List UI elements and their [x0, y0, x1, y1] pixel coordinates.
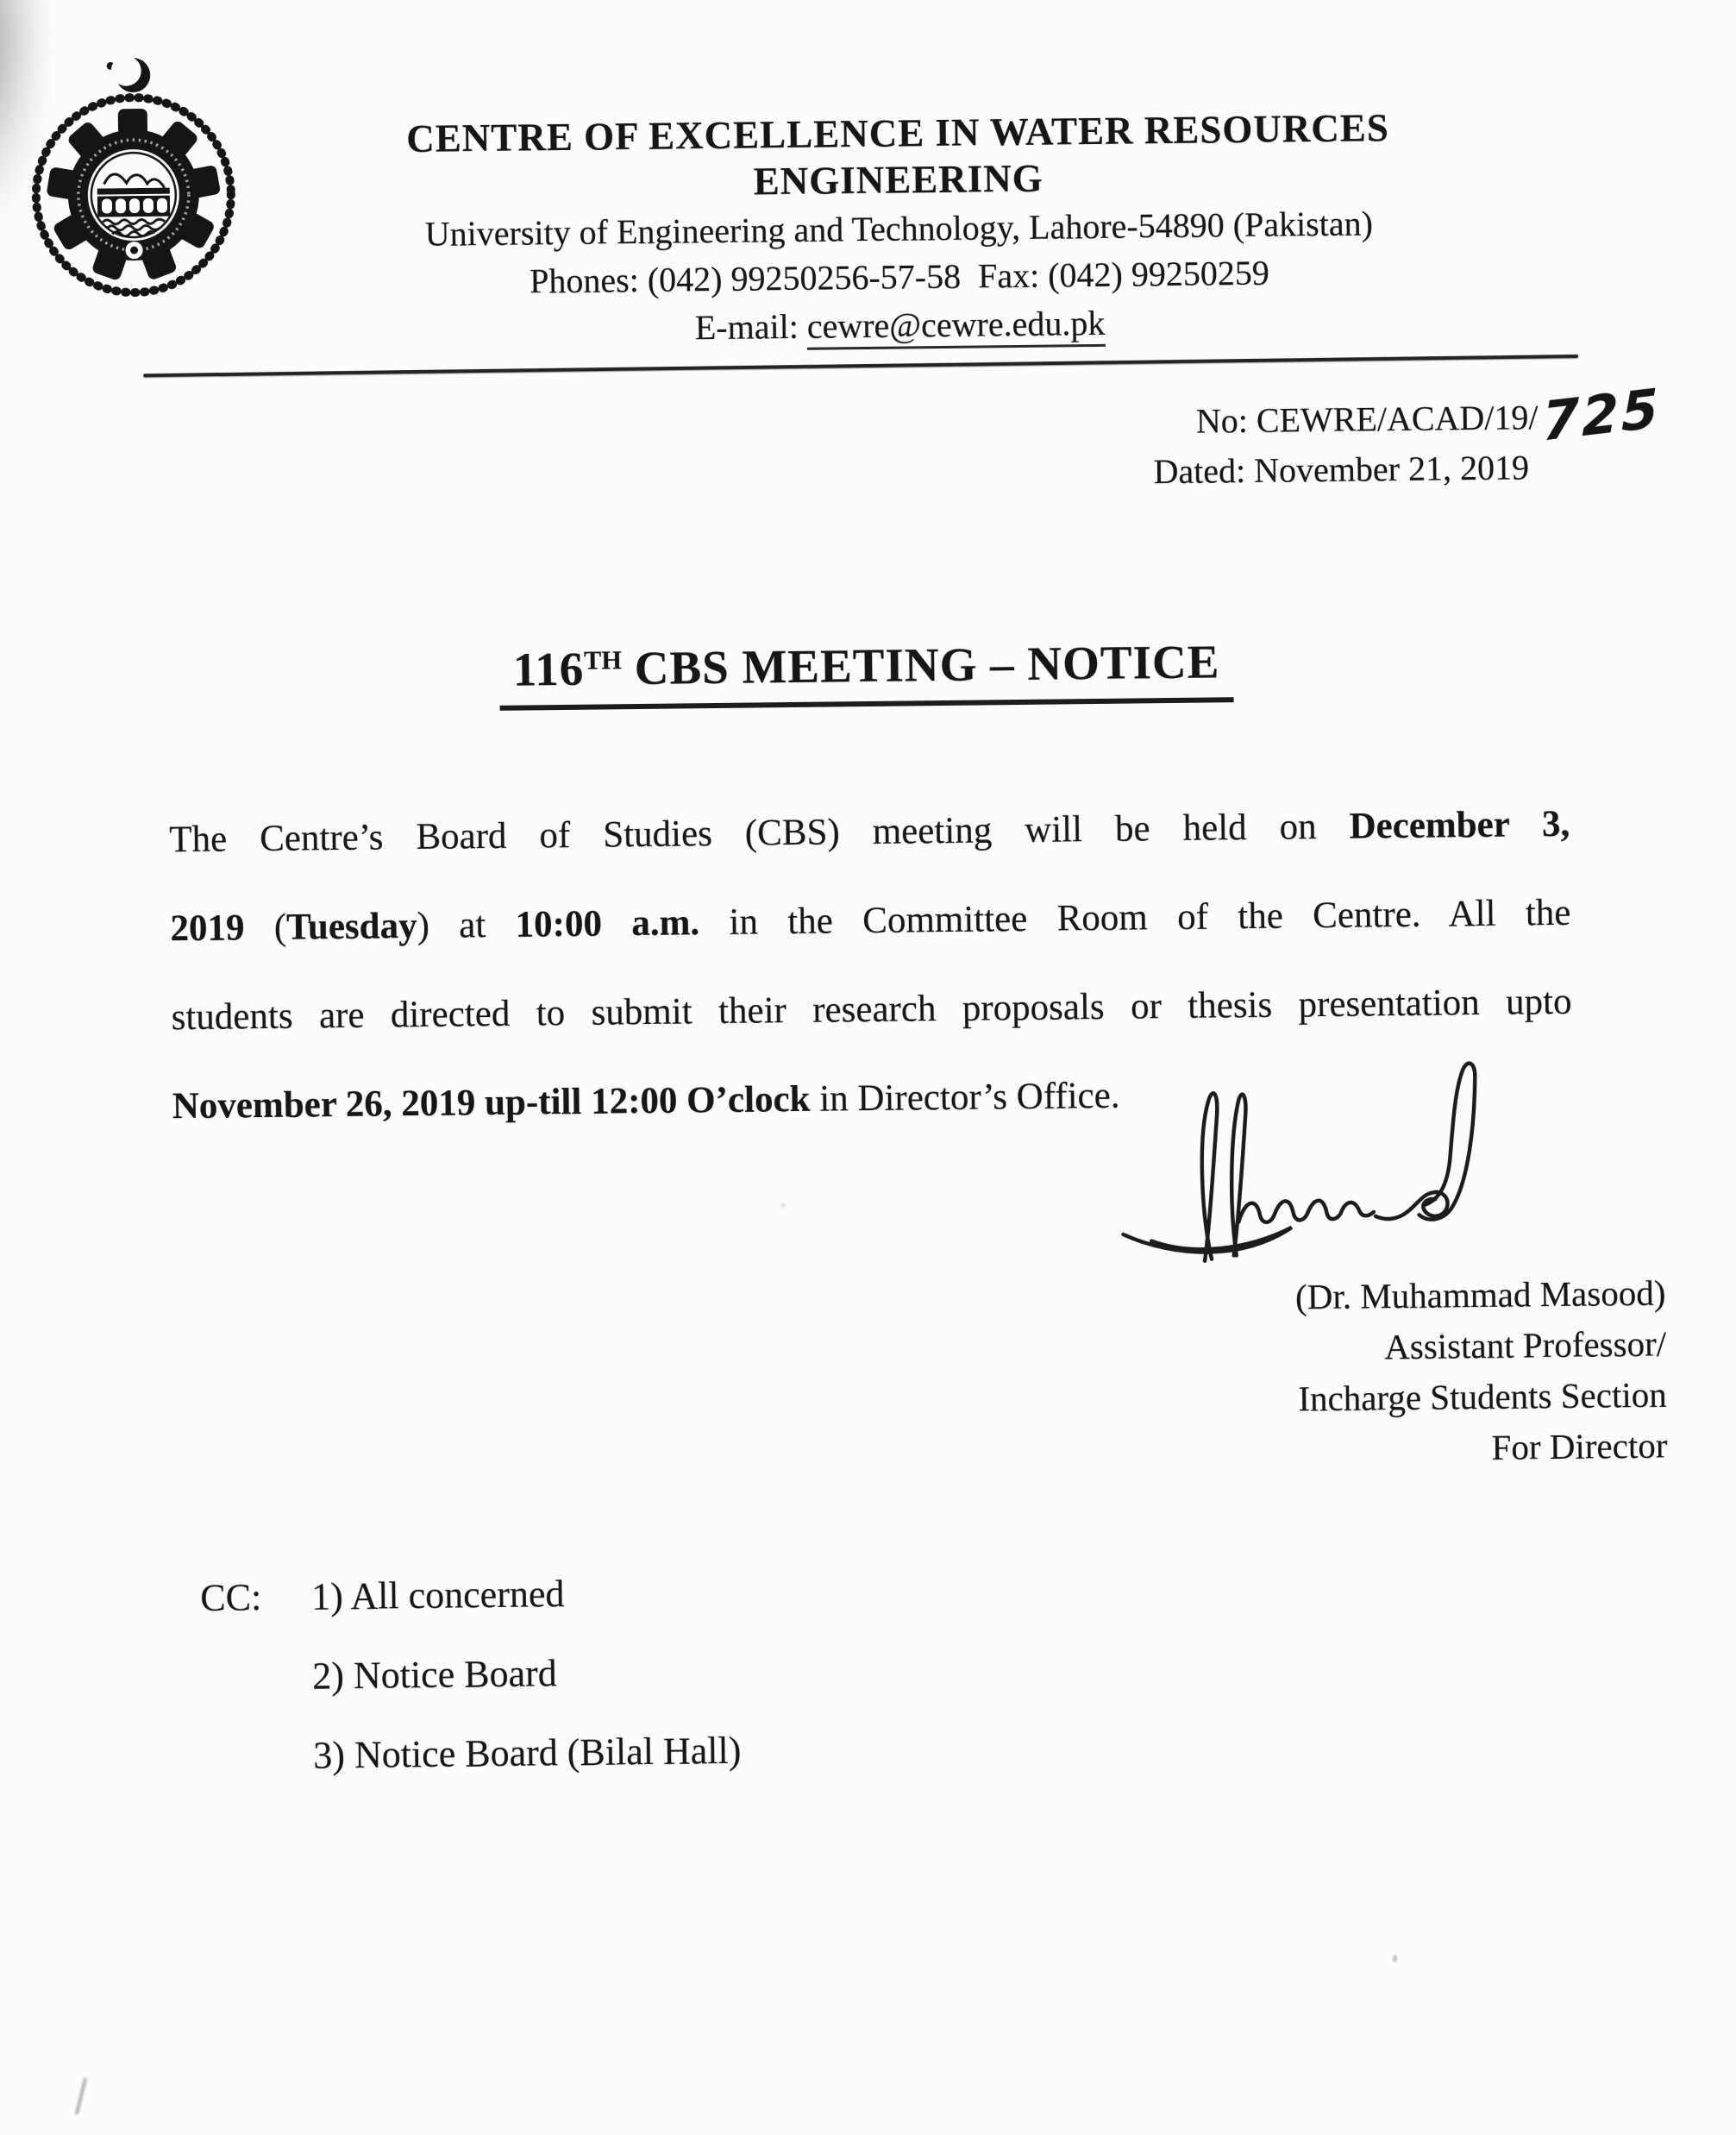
body-text: in the Committee Room of the Centre. All the — [699, 892, 1571, 944]
body-bold-date: December 3, — [1349, 803, 1570, 847]
signatory-name: (Dr. Muhammad Masood) — [1294, 1272, 1666, 1317]
body-text: The Centre’s Board of Studies (CBS) meeting will be held on — [169, 806, 1350, 861]
cc-items — [311, 1570, 742, 1779]
body-line-1 — [169, 780, 1570, 884]
org-name: CENTRE OF EXCELLENCE IN WATER RESOURCES ENGINEERING — [406, 106, 1390, 204]
signatory-title-3: For Director — [1491, 1425, 1668, 1467]
cc-item-2: 2) Notice Board — [311, 1652, 557, 1698]
reference-block — [1153, 376, 1662, 498]
heading-text: CBS MEETING – NOTICE — [621, 635, 1220, 695]
cc-section — [200, 1570, 742, 1780]
email-line — [287, 296, 1512, 355]
reference-date-line: Dated: November 21, 2019 — [1153, 448, 1530, 492]
notice-heading — [498, 634, 1233, 711]
body-bold-time: 10:00 a.m. — [515, 902, 700, 945]
body-bold-year: 2019 — [170, 907, 245, 950]
body-text: ( — [244, 907, 287, 949]
reference-number-label: No: CEWRE/ACAD/19/ — [1195, 398, 1539, 441]
signatory-title-1: Assistant Professor/ — [1383, 1323, 1667, 1367]
heading-number: 116 — [512, 642, 585, 696]
body-text: ) at — [417, 904, 516, 946]
signatory-block — [1096, 1268, 1668, 1478]
letterhead-divider-rule — [143, 355, 1578, 377]
signatory-title-2: Incharge Students Section — [1298, 1374, 1667, 1419]
email-label: E-mail: — [694, 306, 808, 348]
body-bold-day: Tuesday — [285, 905, 417, 948]
notice-heading-wrap — [0, 629, 1735, 717]
letterhead — [285, 104, 1513, 355]
reference-number-line — [1195, 376, 1662, 454]
handwritten-signature — [1108, 1052, 1556, 1274]
cc-label: CC: — [200, 1576, 262, 1619]
body-line-2 — [170, 869, 1571, 973]
cc-item-3: 3) Notice Board (Bilal Hall) — [313, 1729, 742, 1777]
reference-number-handwritten: 725 — [1541, 376, 1661, 454]
body-line-3: students are directed to submit their research proposals or thesis presentation upto — [171, 981, 1572, 1039]
cewre-emblem-icon — [22, 48, 248, 314]
body-text: in Director’s Office. — [810, 1075, 1120, 1120]
email-address: cewre@cewre.edu.pk — [807, 304, 1106, 350]
heading-ordinal-sup: TH — [583, 645, 623, 675]
university-line: University of Engineering and Technology, Lahore-54890 (Pakistan) — [424, 204, 1374, 254]
cc-item-1: 1) All concerned — [310, 1573, 565, 1618]
body-bold-deadline: November 26, 2019 up-till 12:00 O’clock — [172, 1078, 811, 1127]
phones-fax-line: Phones: (042) 99250256-57-58 Fax: (042) 99250259 — [529, 253, 1270, 301]
